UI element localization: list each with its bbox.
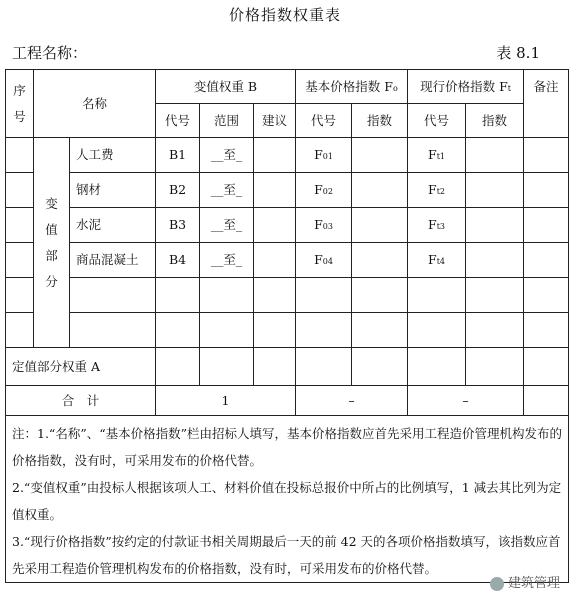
item-name: 水泥: [70, 208, 156, 243]
note-1: 注：1.“名称”、“基本价格指数”栏由招标人填写，基本价格指数应首先采用工程造价管理机构发布的价格指数，没有时，可采用发布的价格代替。: [12, 426, 562, 468]
weight-range: __至_: [200, 173, 254, 208]
note-3: 3.“现行价格指数”按约定的付款证书相关周期最后一天的前 42 天的各项价格指数填写，该指数应首先采用工程造价管理机构发布的价格指数，没有时，可采用发布的价格代替。: [12, 534, 561, 576]
header-code: 代号: [408, 104, 466, 138]
variable-part-label: 变值部分: [34, 138, 70, 348]
header-code: 代号: [156, 104, 200, 138]
table-row: [6, 313, 569, 348]
base-index-code: F02: [296, 173, 352, 208]
weight-code: B4: [156, 243, 200, 278]
total-weight: 1: [156, 386, 296, 416]
base-index-code: F04: [296, 243, 352, 278]
weight-code: B3: [156, 208, 200, 243]
current-index-code: Ft1: [408, 138, 466, 173]
weight-code: B1: [156, 138, 200, 173]
total-row: [6, 386, 569, 416]
header-name: 名称: [34, 70, 156, 138]
current-index-code: Ft2: [408, 173, 466, 208]
total-label: 合 计: [6, 386, 156, 416]
header-index: 指数: [352, 104, 408, 138]
current-index-code: Ft3: [408, 208, 466, 243]
fixed-part-label: 定值部分权重 A: [6, 348, 156, 386]
table-row: [6, 208, 569, 243]
header-seq: 序号: [6, 70, 34, 138]
fixed-part-row: [6, 348, 569, 386]
base-index-code: F03: [296, 208, 352, 243]
header-var-weight: 变值权重 B: [156, 70, 296, 104]
current-index-code: Ft4: [408, 243, 466, 278]
watermark: 建筑管理: [490, 572, 560, 591]
table-row: [6, 138, 569, 173]
total-current-index: –: [408, 386, 524, 416]
weight-range: __至_: [200, 243, 254, 278]
table-row: [6, 278, 569, 313]
wechat-icon: [490, 577, 504, 591]
header-base-index: 基本价格指数 Fo: [296, 70, 408, 104]
header-code: 代号: [296, 104, 352, 138]
weight-range: __至_: [200, 208, 254, 243]
total-base-index: –: [296, 386, 408, 416]
item-name: 钢材: [70, 173, 156, 208]
price-index-weight-table: [5, 69, 569, 583]
document-title: 价格指数权重表: [228, 6, 341, 24]
header-index: 指数: [466, 104, 524, 138]
table-row: [6, 243, 569, 278]
item-name: 人工费: [70, 138, 156, 173]
header-range: 范围: [200, 104, 254, 138]
table-number: 表 8.1: [496, 44, 540, 62]
base-index-code: F01: [296, 138, 352, 173]
notes: [6, 416, 569, 583]
item-name: 商品混凝土: [70, 243, 156, 278]
weight-code: B2: [156, 173, 200, 208]
header-current-index: 现行价格指数 Ft: [408, 70, 524, 104]
note-2: 2.“变值权重”由投标人根据该项人工、材料价值在投标总报价中所占的比例填写，1 减去其比列为定值权重。: [12, 480, 562, 522]
weight-range: __至_: [200, 138, 254, 173]
notes-row: [6, 416, 569, 583]
table-row: [6, 173, 569, 208]
header-suggest: 建议: [254, 104, 296, 138]
project-name-label: 工程名称：: [12, 44, 88, 62]
header-remark: 备注: [524, 70, 569, 138]
